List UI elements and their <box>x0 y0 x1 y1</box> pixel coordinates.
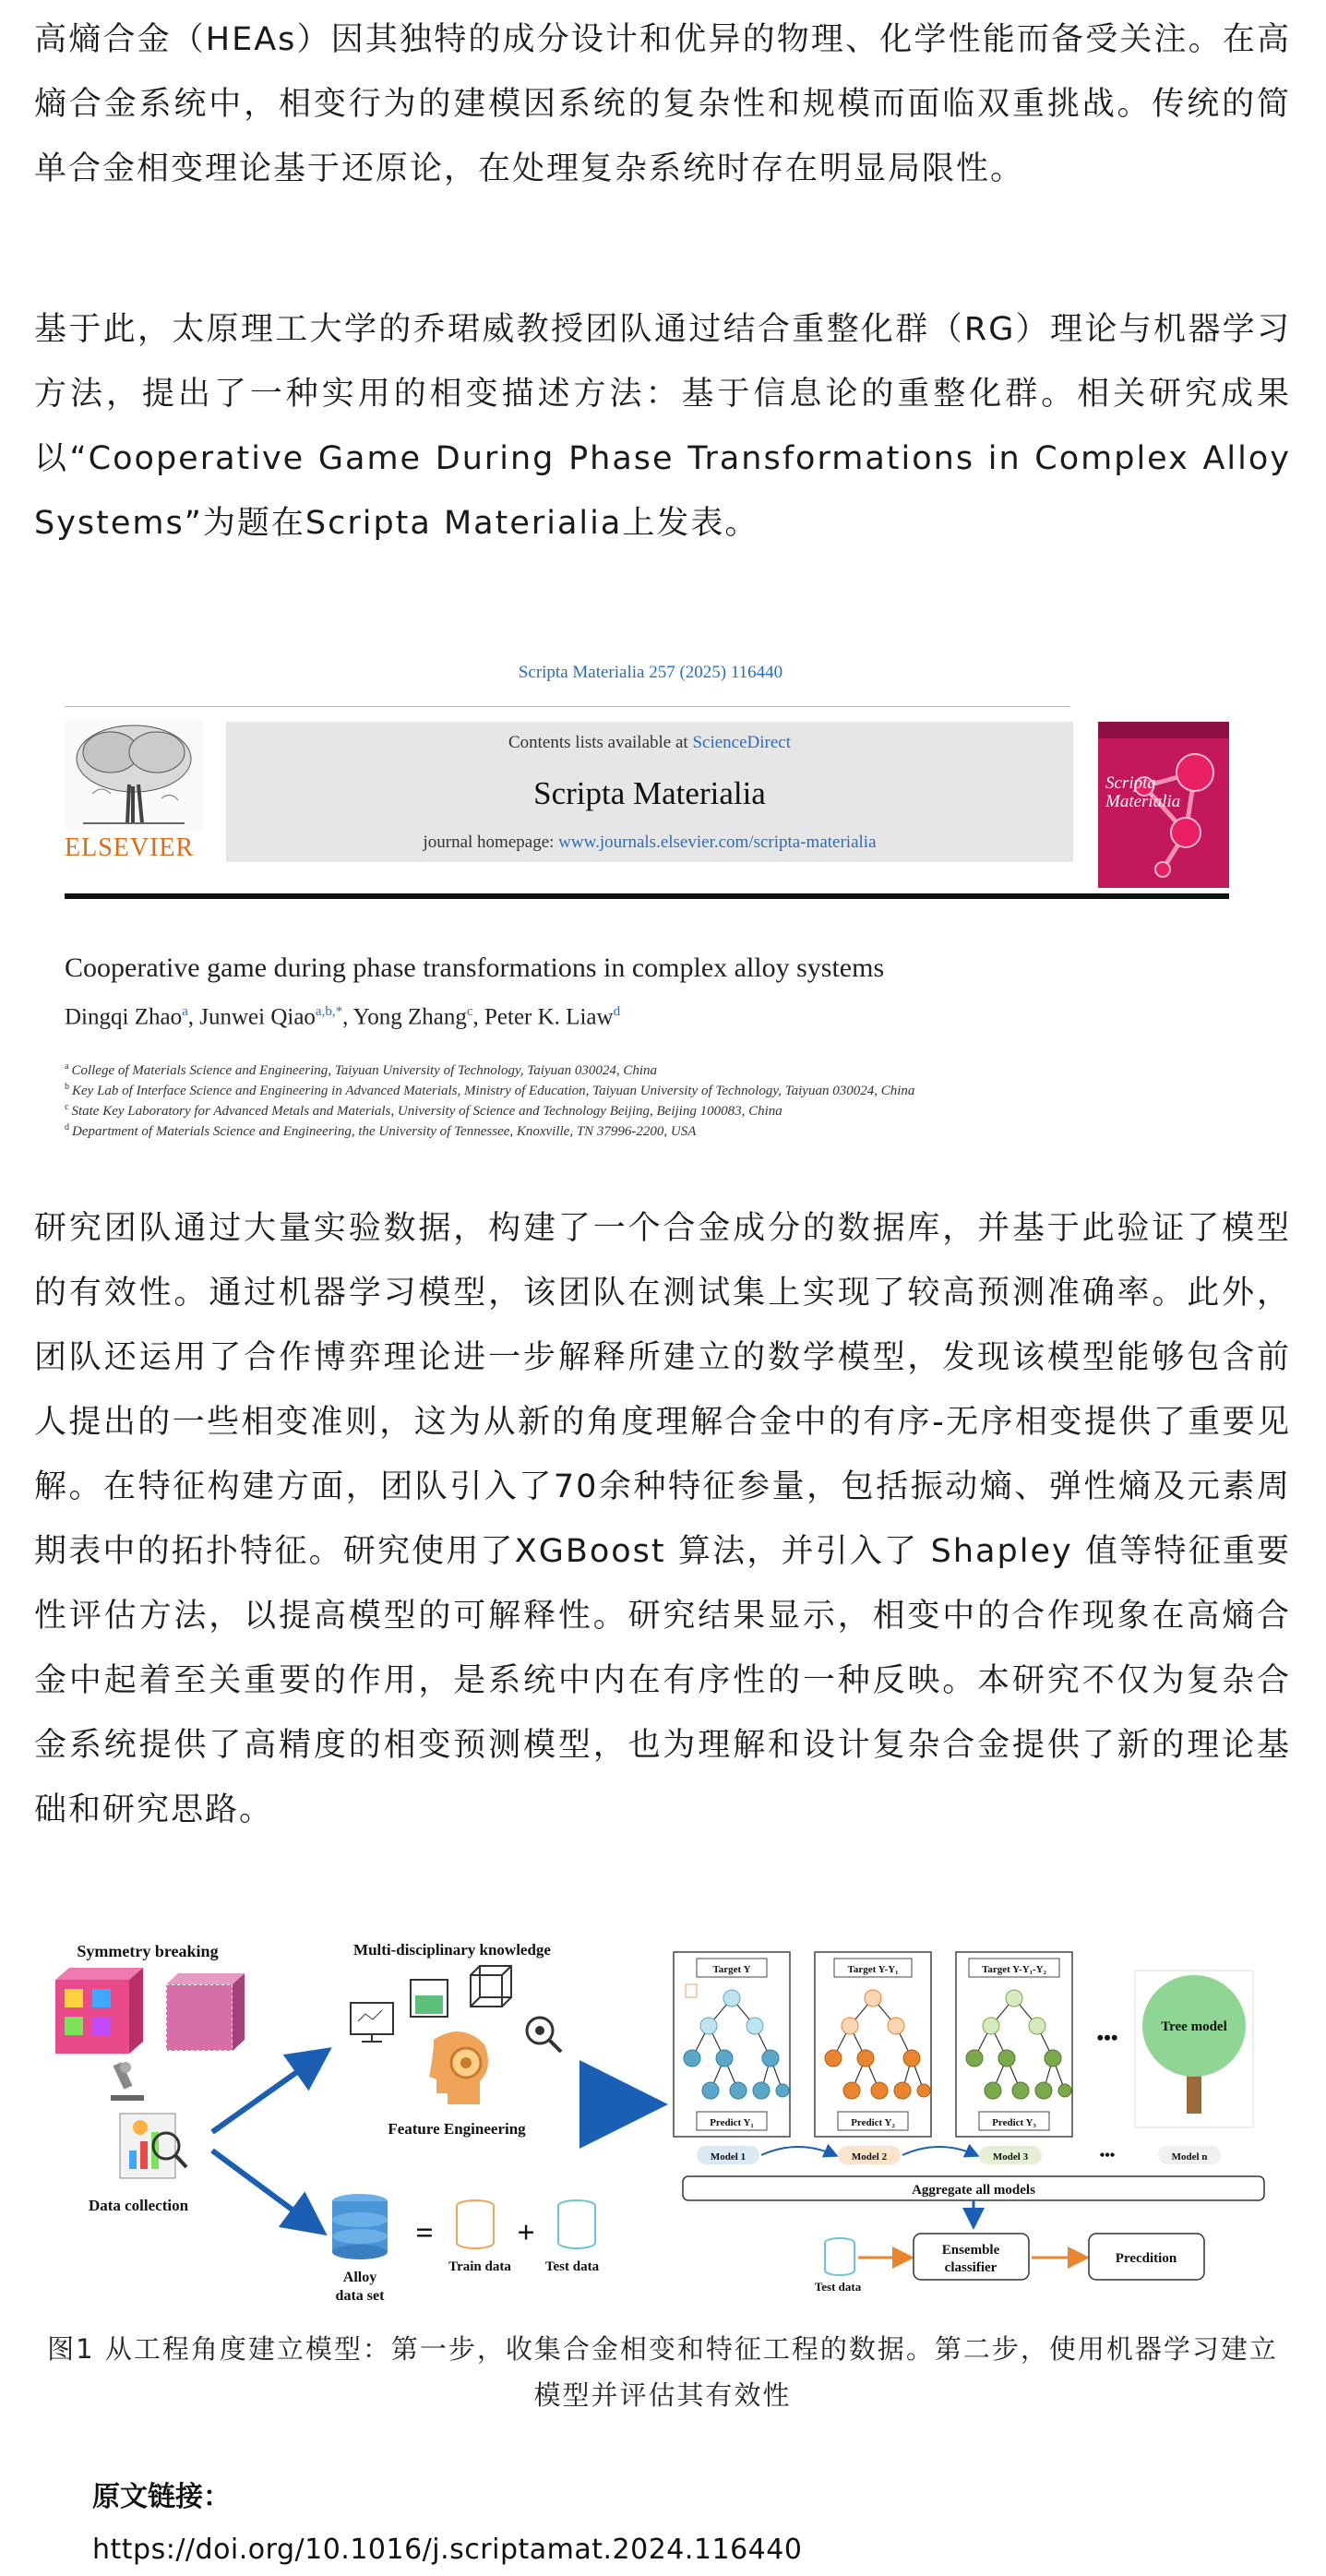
arrow-to-dataset <box>212 2151 318 2229</box>
equals-sign: = <box>415 2216 434 2250</box>
divider <box>65 706 1070 707</box>
predict-2-label: Predict Y₂ <box>851 2117 895 2128</box>
paragraph-results: 研究团队通过大量实验数据，构建了一个合金成分的数据库，并基于此验证了模型的有效性。通过机器学习模型，该团队在测试集上实现了较高预测准确率。此外，团队还运用了合作博弈理论进一步解释所建立的数学模型，发现该模型能够包含前人提出的一些相变准则，这为从新的角度理解合金中的有序-无序相变提供了重要见解。在特征构建方面，团队引入了70余种特征参量，包括振动熵、弹性熵及元素周期表中的拓扑特征。研究使用了XGBoost 算法，并引入了 Shapley 值等特征重要性评估方法，以提高模型的可解释性。研究结果显示，相变中的合作现象在高熵合金中起着至关重要的作用，是系统中内在有序性的一种反映。本研究不仅为复杂合金系统提供了高精度的相变预测模型，也为理解和设计复杂合金提供了新的理论基础和研究思路。 <box>34 1210 1291 1828</box>
tree-box-3 <box>956 1952 1072 2137</box>
header-rule <box>65 893 1229 899</box>
author-name[interactable]: Dingqi Zhao <box>65 1004 183 1030</box>
article-title: Cooperative game during phase transformations in complex alloy systems <box>65 953 885 983</box>
target-2-label: Target Y-Y₁ <box>847 1964 899 1975</box>
model-3-label: Model 3 <box>992 2151 1029 2163</box>
journal-banner <box>226 722 1073 862</box>
crystal-cube-icon <box>55 1968 143 2054</box>
prediction-label: Precdition <box>1115 2251 1177 2266</box>
symmetry-breaking-label: Symmetry breaking <box>77 1942 219 1960</box>
tree-box-2 <box>815 1952 931 2137</box>
data-collection-label: Data collection <box>88 2197 189 2214</box>
paper-header-figure <box>55 655 1246 1154</box>
affiliation <box>65 1102 782 1120</box>
predict-1-label: Predict Y₁ <box>710 2117 754 2128</box>
author-list: Dingqi Zhao$^a$, Junwei Qiao$^{a,b,*}$, Yong Zhang$^c$, Peter K. Liaw$^d$ <box>65 1004 621 1030</box>
data-analysis-icon <box>120 2114 186 2178</box>
target-1-label: Target Y <box>712 1964 751 1975</box>
cover-title-1: Scripta <box>1105 773 1156 793</box>
test-data-icon <box>558 2200 595 2248</box>
arrow-to-knowledge <box>212 2054 323 2132</box>
model-arrow <box>761 2147 835 2155</box>
model-1-label: Model 1 <box>710 2151 747 2163</box>
author-sup: c <box>466 1004 473 1019</box>
affiliation <box>65 1082 914 1099</box>
ensemble-label-2: classifier <box>944 2260 997 2275</box>
gear-search-icon <box>527 2018 561 2052</box>
model-ellipsis: ••• <box>1099 2148 1116 2163</box>
homepage-link[interactable]: www.journals.elsevier.com/scripta-materialia <box>558 833 877 852</box>
affiliation-text: College of Materials Science and Engineering, Taiyuan University of Technology, Taiyuan 030024, China <box>71 1063 657 1078</box>
aggregate-label: Aggregate all models <box>912 2183 1035 2198</box>
contents-prefix: Contents lists available at <box>508 733 693 752</box>
figure-caption: 图1 从工程角度建立模型：第一步，收集合金相变和特征工程的数据。第二步，使用机器学习建立模型并评估其有效性 <box>47 2333 1278 2411</box>
affiliation-text: Department of Materials Science and Engineering, the University of Tennessee, Knoxville, TN 37996-2200, USA <box>72 1124 697 1139</box>
affiliation-sup: a <box>65 1061 69 1072</box>
head-gear-icon <box>429 2031 488 2104</box>
database-icon <box>332 2194 388 2259</box>
feature-engineering-label: Feature Engineering <box>388 2120 526 2138</box>
sciencedirect-link[interactable]: ScienceDirect <box>692 733 792 752</box>
ensemble-label-1: Ensemble <box>941 2243 1000 2258</box>
plus-sign: + <box>517 2216 535 2250</box>
workflow-diagram <box>37 1929 1292 2326</box>
affiliation-sup: c <box>65 1102 69 1112</box>
author-sup: a <box>182 1004 188 1019</box>
tree-model-icon <box>1135 1971 1253 2127</box>
flask-icon <box>411 1980 448 2017</box>
model-2-label: Model 2 <box>851 2151 888 2163</box>
journal-cover <box>1098 722 1229 888</box>
microscope-icon <box>111 2062 144 2101</box>
train-data-icon <box>457 2200 494 2248</box>
affiliation-sup: d <box>65 1122 69 1132</box>
monitor-icon <box>351 2003 393 2042</box>
journal-title: Scripta Materialia <box>533 775 766 811</box>
ellipsis: ••• <box>1096 2026 1118 2049</box>
train-data-label: Train data <box>448 2259 511 2274</box>
tree-box-1 <box>674 1952 790 2137</box>
author-sup: a,b,* <box>315 1004 343 1019</box>
elsevier-tree-logo <box>65 720 203 831</box>
alloy-label: Alloy <box>342 2270 377 2285</box>
paragraph-intro: 高熵合金（HEAs）因其独特的成分设计和优异的物理、化学性能而备受关注。在高熵合金系统中，相变行为的建模因系统的复杂性和规模而面临双重挑战。传统的简单合金相变理论基于还原论，在处理复杂系统时存在明显局限性。 <box>34 21 1291 187</box>
test-data-small-label: Test data <box>814 2280 862 2294</box>
affiliation-sup: b <box>65 1082 69 1092</box>
author-name[interactable]: Yong Zhang <box>352 1004 467 1030</box>
publisher-name: ELSEVIER <box>65 833 195 862</box>
test-data-small-icon <box>825 2238 854 2275</box>
contents-line <box>226 733 1073 753</box>
lattice-icon <box>471 1966 511 2007</box>
tree-model-label: Tree model <box>1161 2019 1227 2034</box>
model-n-label: Model n <box>1171 2151 1208 2163</box>
affiliation-text: State Key Laboratory for Advanced Metals and Materials, University of Science and Technology Beijing, Beijing 100083, China <box>71 1104 782 1119</box>
journal-reference[interactable]: Scripta Materialia 257 (2025) 116440 <box>518 663 783 682</box>
homepage-prefix: journal homepage: <box>423 833 559 852</box>
affiliation <box>65 1061 657 1079</box>
author-sup: d <box>613 1004 621 1019</box>
predict-3-label: Predict Y₃ <box>992 2117 1036 2128</box>
test-data-label: Test data <box>544 2259 600 2274</box>
dataset-label: data set <box>335 2288 385 2304</box>
homepage-line <box>226 833 1073 853</box>
model-arrow <box>902 2147 976 2155</box>
knowledge-label: Multi-disciplinary knowledge <box>353 1941 551 1959</box>
ordered-cube-icon <box>166 1973 245 2051</box>
target-3-label: Target Y-Y₁-Y₂ <box>982 1964 1046 1975</box>
affiliation <box>65 1122 696 1140</box>
affiliation-text: Key Lab of Interface Science and Engineering in Advanced Materials, Ministry of Education, Taiyuan University of Technology, Taiyuan 030024, China <box>72 1084 915 1098</box>
paragraph-background: 基于此，太原理工大学的乔珺威教授团队通过结合重整化群（RG）理论与机器学习方法，提出了一种实用的相变描述方法：基于信息论的重整化群。相关研究成果以“Cooperative Game During Phase Transformations in Complex Alloy Systems”为题在Scripta Materialia上发表。 <box>34 311 1291 542</box>
author-name[interactable]: Peter K. Liaw <box>484 1004 614 1030</box>
source-link-label: 原文链接： <box>92 2481 231 2513</box>
source-link-url[interactable]: https://doi.org/10.1016/j.scriptamat.2024.116440 <box>92 2534 803 2566</box>
cover-title-2: Materialia <box>1105 792 1181 811</box>
author-name[interactable]: Junwei Qiao <box>199 1004 316 1030</box>
